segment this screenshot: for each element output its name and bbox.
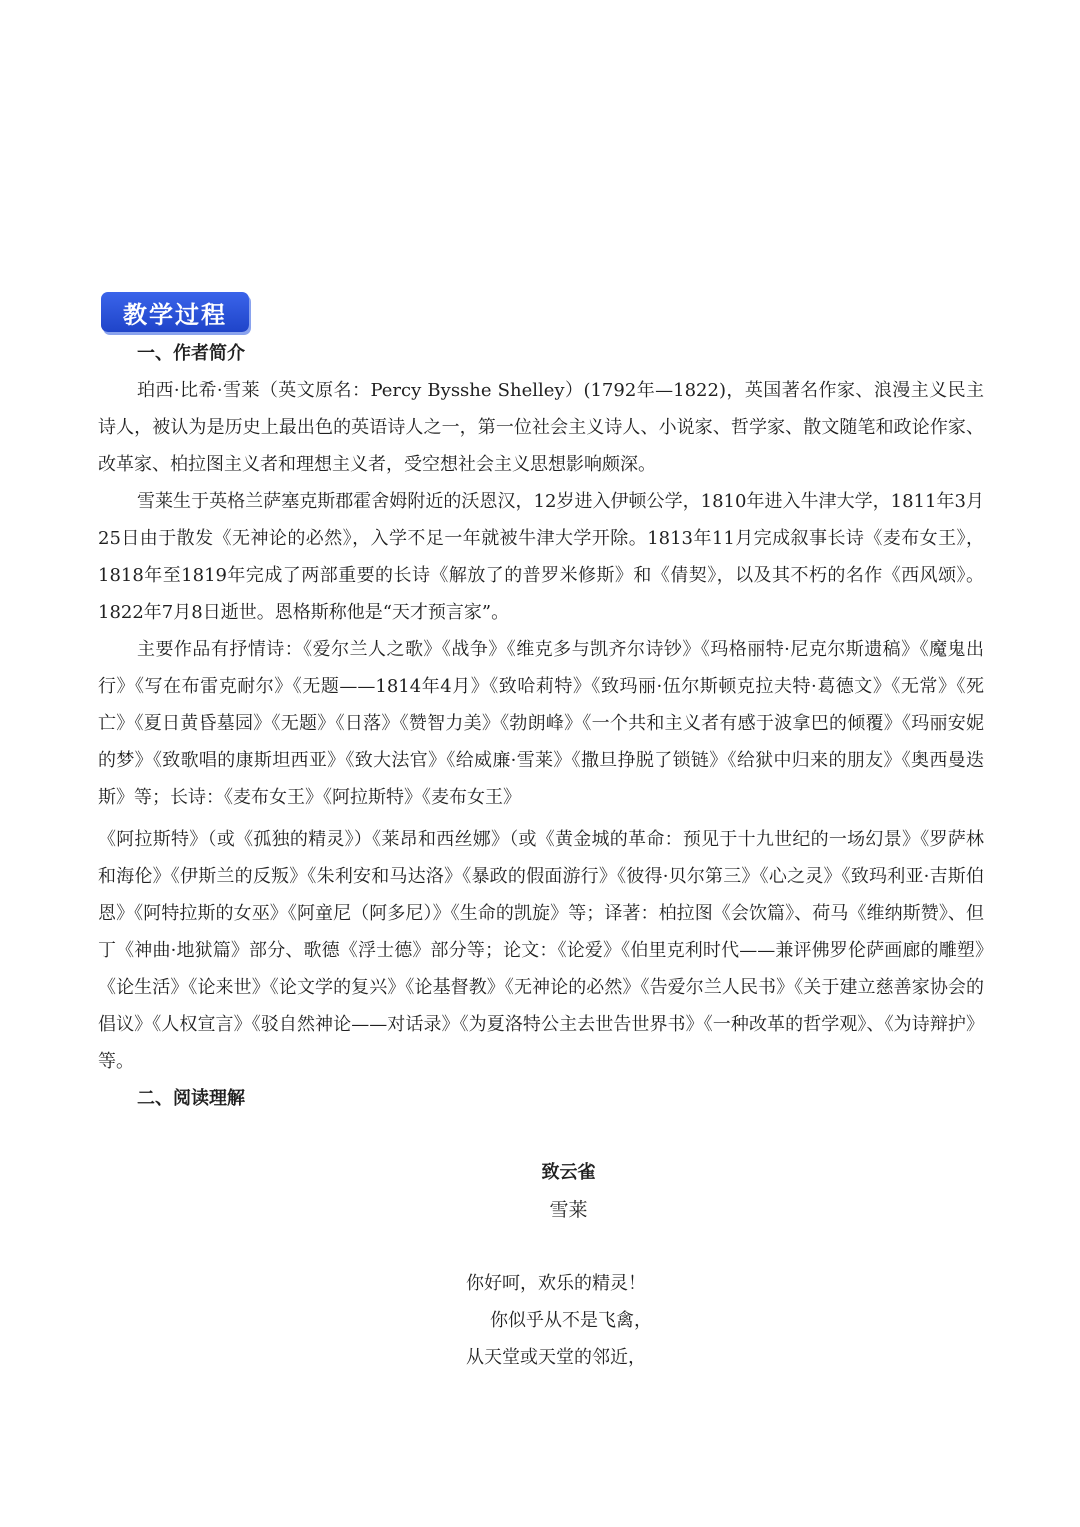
poem-title: 致云雀 (541, 1162, 596, 1183)
paragraph-intro: 珀西·比希·雪莱（英文原名：Percy Bysshe Shelley）(1792年—1822)，英国著名作家、浪漫主义民主诗人，被认为是历史上最出色的英语诗人之一，第一位社会主义诗人、小说家、哲学家、散文随笔和政论作家、改革家、柏拉图主义者和理想主义者，受空想社会主义思想影响颇深。 (98, 380, 984, 475)
paragraph-works-long: 《阿拉斯特》（或《孤独的精灵》）《莱昂和西丝娜》（或《黄金城的革命：预见于十九世纪的一场幻景》《罗萨林和海伦》《伊斯兰的反叛》《朱利安和马达洛》《暴政的假面游行》《彼得·贝尔第三》《心之灵》《致玛利亚·吉斯伯恩》《阿特拉斯的女巫》《阿童尼（阿多尼）》《生命的凯旋》等；译著：柏拉图《会饮篇》、荷马《维纳斯赞》、但丁《神曲·地狱篇》部分、歌德《浮士德》部分等；论文：《论爱》《伯里克利时代——兼评佛罗伦萨画廊的雕塑》《论生活》《论来世》《论文学的复兴》《论基督教》《无神论的必然》《告爱尔兰人民书》《关于建立慈善家协会的倡议》《人权宣言》《驳自然神论——对话录》《为夏洛特公主去世告世界书》《一种改革的哲学观》、《为诗辩护》等。 (98, 829, 984, 1072)
poem-line: 你似乎从不是飞禽， (490, 1310, 652, 1331)
poem-line: 从天堂或天堂的邻近， (466, 1347, 646, 1368)
section-banner-label: 教学过程 (123, 300, 227, 329)
author-intro-heading: 一、作者简介 (137, 343, 245, 364)
paragraph-biography: 雪莱生于英格兰萨塞克斯郡霍舍姆附近的沃恩汉，12岁进入伊顿公学，1810年进入牛津大学，1811年3月25日由于散发《无神论的必然》，入学不足一年就被牛津大学开除。1813年11月完成叙事长诗《麦布女王》，1818年至1819年完成了两部重要的长诗《解放了的普罗米修斯》和《倩契》，以及其不朽的名作《西风颂》。1822年7月8日逝世。恩格斯称他是“天才预言家”。 (98, 491, 984, 623)
reading-heading: 二、阅读理解 (137, 1088, 245, 1109)
paragraph-works-lyrics: 主要作品有抒情诗：《爱尔兰人之歌》《战争》《维克多与凯齐尔诗钞》《玛格丽特·尼克尔斯遗稿》《魔鬼出行》《写在布雷克耐尔》《无题——1814年4月》《致哈莉特》《致玛丽·伍尔斯顿克拉夫特·葛德文》《无常》《死亡》《夏日黄昏墓园》《无题》《日落》《赞智力美》《勃朗峰》《一个共和主义者有感于波拿巴的倾覆》《玛丽安妮的梦》《致歌唱的康斯坦西亚》《致大法官》《给威廉·雪莱》《撒旦挣脱了锁链》《给狱中归来的朋友》《奥西曼迭斯》等；长诗：《麦布女王》《阿拉斯特》《麦布女王》 (98, 639, 984, 808)
poem-author: 雪莱 (549, 1199, 588, 1221)
poem-line: 你好呵，欢乐的精灵！ (466, 1273, 646, 1294)
section-banner (101, 292, 249, 332)
